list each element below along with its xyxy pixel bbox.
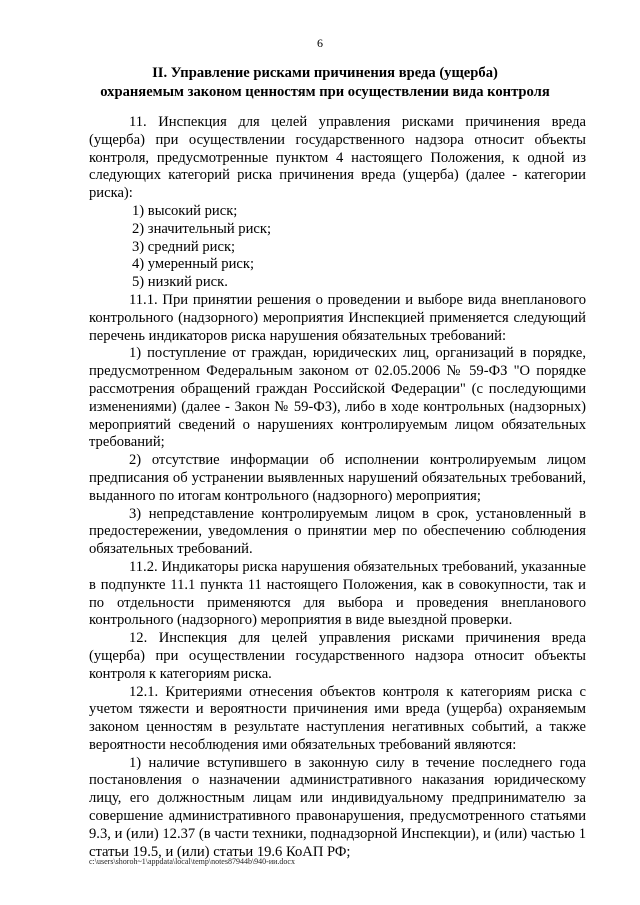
paragraph-11-1-item-2: 2) отсутствие информации об исполнении контролируемым лицом предписания об устранении выявленных нарушений обязательных требований, выданного по итогам контрольного (надзорного) мероприятия; bbox=[89, 452, 586, 504]
page-number: 6 bbox=[317, 36, 323, 50]
file-path-footer: c:\users\shoroh~1\appdata\local\temp\notes87944b\940-ии.docx bbox=[89, 857, 295, 866]
paragraph-11-2: 11.2. Индикаторы риска нарушения обязательных требований, указанные в подпункте 11.1 пункта 11 настоящего Положения, как в совокупности, так и по отдельности применяются для выбора и проведения внепланового контрольного (надзорного) мероприятия в виде выездной проверки. bbox=[89, 558, 586, 629]
paragraph-11-1-item-1: 1) поступление от граждан, юридических лиц, организаций в порядке, предусмотренном Федеральным законом от 02.05.2006 № 59-ФЗ "О порядке рассмотрения обращений граждан Российской Федерации" (с последующими изменениями) (далее - Закон № 59-ФЗ), либо в ходе контрольных (надзорных) мероприятий сведений о нарушениях контролируемым лицом обязательных требований; bbox=[89, 345, 586, 451]
list-item-risk-medium: 3) средний риск; bbox=[132, 238, 236, 255]
list-item-risk-moderate: 4) умеренный риск; bbox=[132, 256, 255, 273]
section-heading-line-1: II. Управление рисками причинения вреда (ущерба) bbox=[152, 65, 498, 81]
paragraph-11-1-item-3: 3) непредставление контролируемым лицом в срок, установленный в предостережении, уведомления о принятии мер по обеспечению соблюдения обязательных требований. bbox=[89, 505, 586, 558]
section-heading bbox=[60, 64, 590, 102]
list-item-risk-significant: 2) значительный риск; bbox=[132, 220, 272, 237]
list-item-risk-high: 1) высокий риск; bbox=[132, 202, 238, 219]
list-item-risk-low: 5) низкий риск. bbox=[132, 274, 228, 291]
paragraph-12-1-item-1: 1) наличие вступившего в законную силу в течение последнего года постановления о назначении административного наказания юридическому лицу, его должностным лицам или индивидуальному предпринимателю за совершение административного правонарушения, предусмотренного статьями 9.3, и (или) 12.37 (в части техники, поднадзорной Инспекции), и (или) частью 1 статьи 19.5, и (или) статьи 19.6 КоАП РФ; bbox=[89, 754, 586, 860]
section-heading-line-2: охраняемым законом ценностям при осуществлении вида контроля bbox=[100, 84, 550, 100]
document-body bbox=[89, 114, 586, 861]
paragraph-11: 11. Инспекция для целей управления рисками причинения вреда (ущерба) при осуществлении государственного надзора относит объекты контроля, предусмотренные пунктом 4 настоящего Положения, к одной из следующих категорий риска причинения вреда (ущерба) (далее - категории риска): bbox=[89, 114, 586, 202]
paragraph-12-1: 12.1. Критериями отнесения объектов контроля к категориям риска с учетом тяжести и вероятности причинения ими вреда (ущерба) охраняемым законом ценностям в результате наступления негативных событий, а также вероятности несоблюдения ими обязательных требований являются: bbox=[89, 683, 586, 753]
paragraph-11-1: 11.1. При принятии решения о проведении и выборе вида внепланового контрольного (надзорного) мероприятия Инспекцией применяется следующий перечень индикаторов риска нарушения обязательных требований: bbox=[89, 291, 586, 344]
paragraph-12: 12. Инспекция для целей управления рисками причинения вреда (ущерба) при осуществлении государственного надзора относит объекты контроля к категориям риска. bbox=[89, 630, 586, 682]
